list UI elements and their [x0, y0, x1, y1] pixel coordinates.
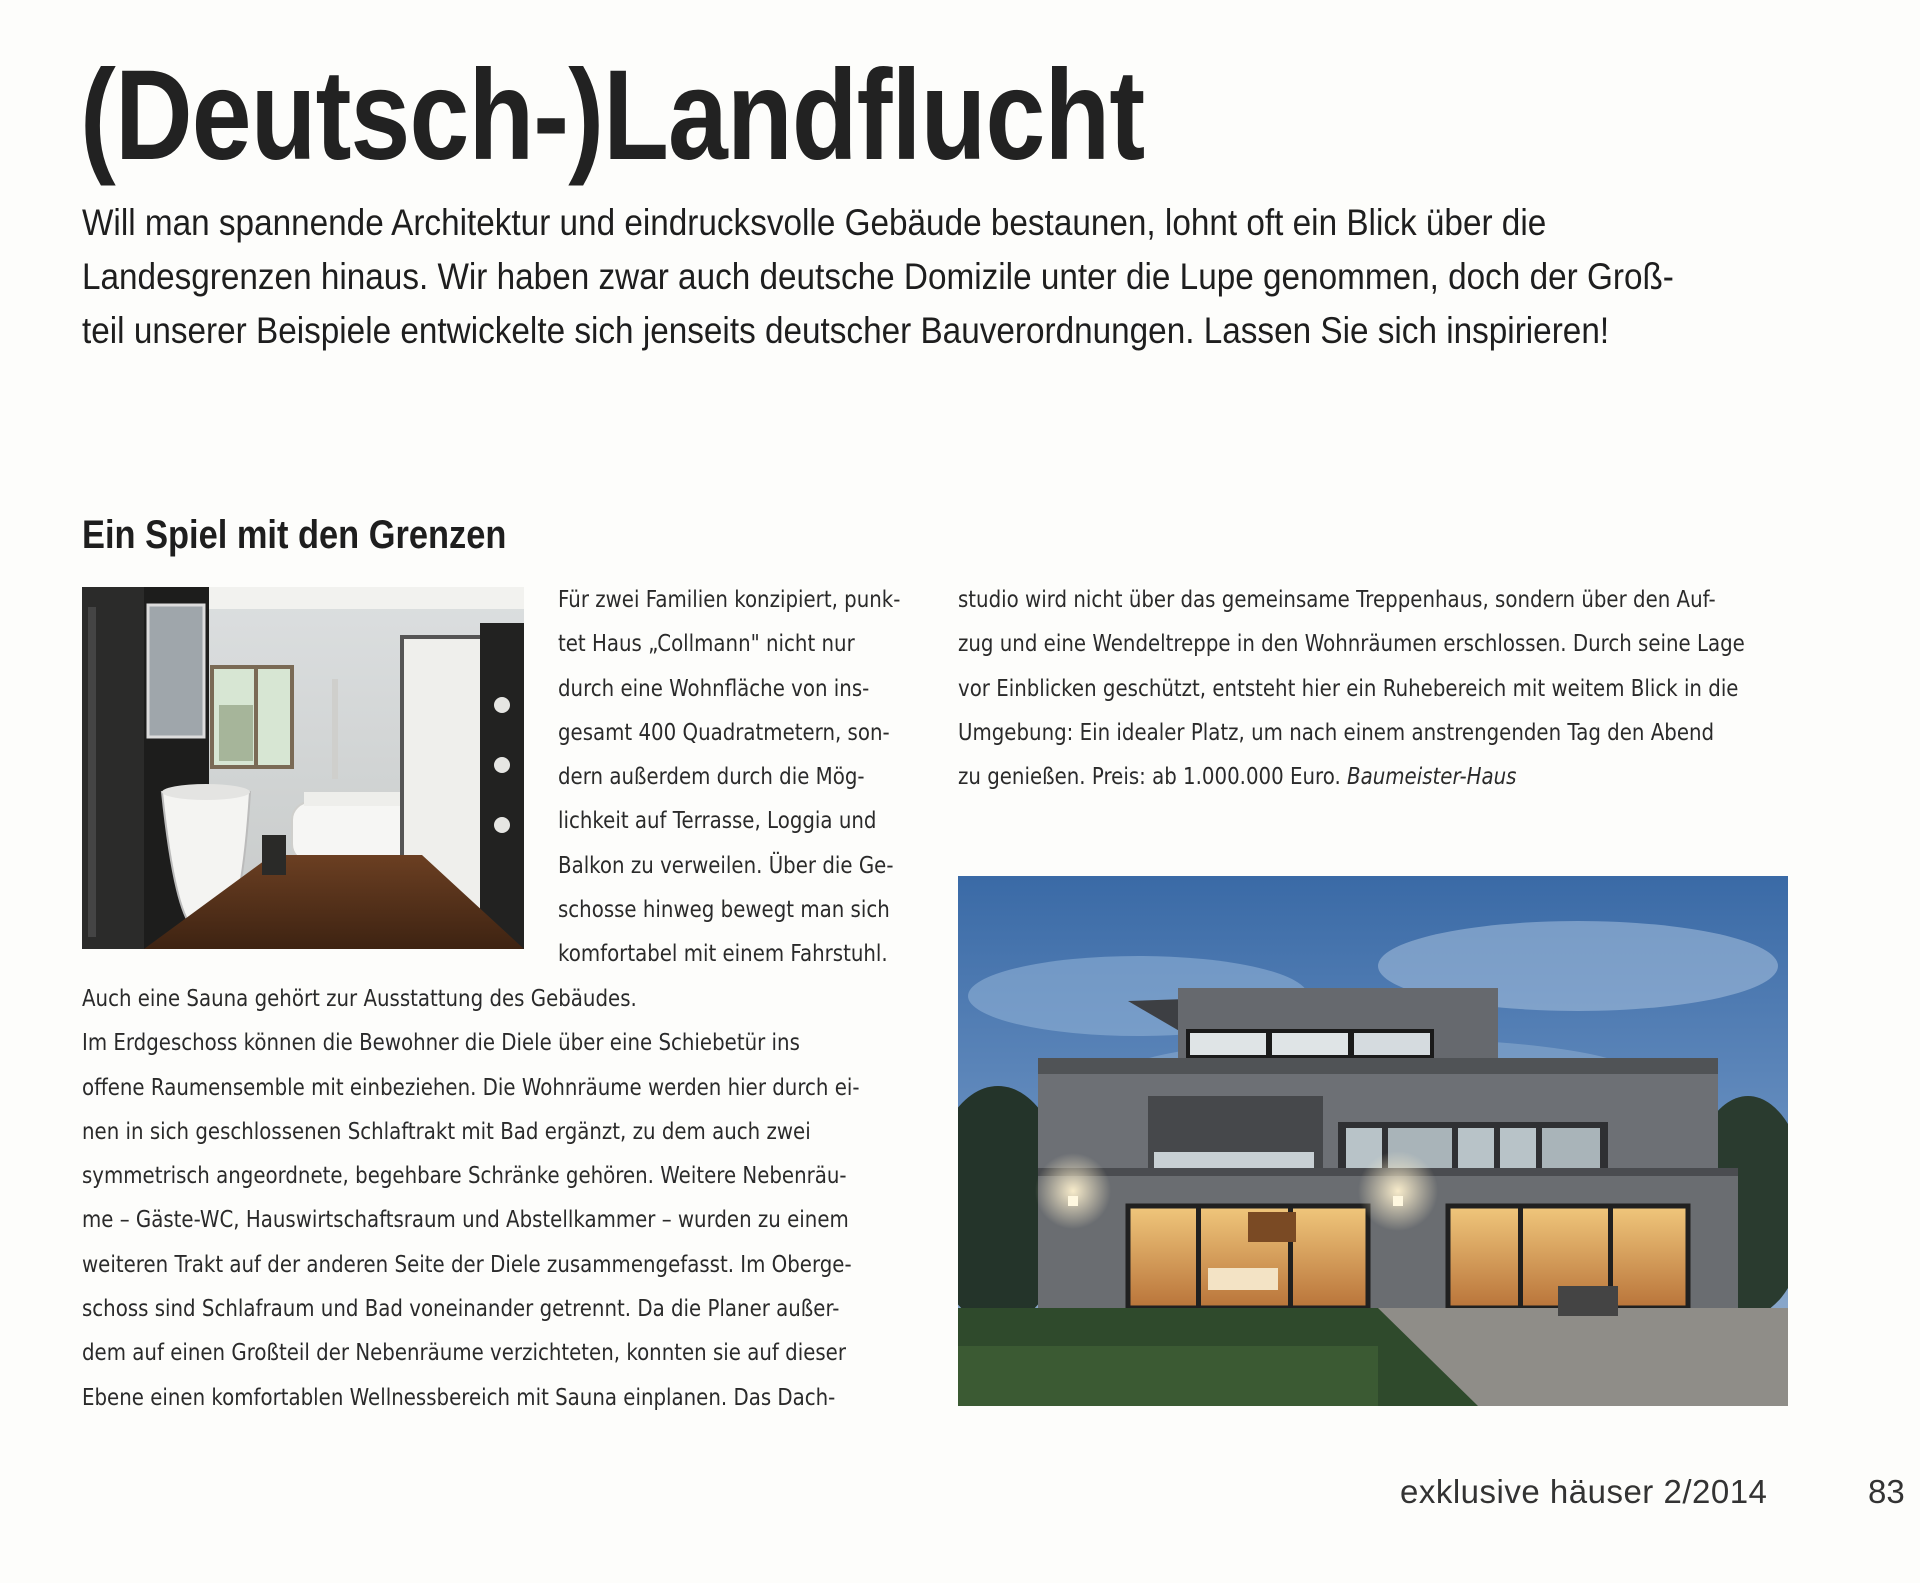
body-line: studio wird nicht über das gemeinsame Treppenhaus, sondern über den Auf-: [958, 587, 1716, 613]
body-line: nen in sich geschlossenen Schlaftrakt mit Bad ergänzt, zu dem auch zwei: [82, 1118, 811, 1145]
house-photo: [958, 876, 1788, 1406]
body-line: Im Erdgeschoss können die Bewohner die Diele über eine Schiebetür ins: [82, 1030, 800, 1057]
body-line: vor Einblicken geschützt, entsteht hier ein Ruhebereich mit weitem Blick in die: [958, 675, 1739, 702]
article-title: (Deutsch-)Landflucht: [80, 44, 1145, 187]
magazine-issue: exklusive häuser 2/2014: [1400, 1473, 1768, 1510]
bathroom-photo: [82, 587, 524, 949]
body-line: Für zwei Familien konzipiert, punk-: [558, 587, 901, 613]
section-heading: Ein Spiel mit den Grenzen: [82, 513, 507, 557]
text-column-a: [558, 578, 910, 977]
body-line: weiteren Trakt auf der anderen Seite der Diele zusammengefasst. Im Oberge-: [82, 1251, 852, 1278]
body-line: dem auf einen Großteil der Nebenräume verzichteten, konnten sie auf dieser: [82, 1340, 846, 1367]
body-line: dern außerdem durch die Mög-: [558, 764, 865, 791]
body-line: lichkeit auf Terrasse, Loggia und: [558, 808, 877, 835]
body-line: zug und eine Wendeltreppe in den Wohnräumen erschlossen. Durch seine Lage: [958, 631, 1745, 658]
body-line: Auch eine Sauna gehört zur Ausstattung des Gebäudes.: [82, 986, 637, 1012]
body-line: durch eine Wohnfläche von ins-: [558, 675, 870, 702]
intro-line: Will man spannende Architektur und eindrucksvolle Gebäude bestaunen, lohnt oft ein Blick über die: [82, 202, 1547, 243]
article-intro: [82, 196, 1674, 358]
closing-text: zu genießen. Preis: ab 1.000.000 Euro.: [958, 764, 1341, 791]
body-line: symmetrisch angeordnete, begehbare Schränke gehören. Weitere Nebenräu-: [82, 1163, 847, 1190]
text-column-c: [958, 578, 1788, 799]
intro-line: Landesgrenzen hinaus. Wir haben zwar auch deutsche Domizile unter die Lupe genommen, doch der Groß-: [82, 256, 1674, 297]
body-line: offene Raumensemble mit einbeziehen. Die Wohnräume werden hier durch ei-: [82, 1074, 860, 1101]
body-line: Ebene einen komfortablen Wellnessbereich mit Sauna einplanen. Das Dach-: [82, 1384, 836, 1411]
text-column-b: [82, 977, 912, 1420]
body-line: Umgebung: Ein idealer Platz, um nach einem anstrengenden Tag den Abend: [958, 719, 1715, 746]
body-line: tet Haus „Collmann" nicht nur: [558, 631, 855, 658]
body-line: gesamt 400 Quadratmetern, son-: [558, 719, 890, 746]
body-line-last: [958, 755, 1672, 799]
page-number: 83: [1868, 1473, 1905, 1510]
body-line: schoss sind Schlafraum und Bad voneinander getrennt. Da die Planer außer-: [82, 1296, 840, 1323]
body-line: me – Gäste-WC, Hauswirtschaftsraum und Abstellkammer – wurden zu einem: [82, 1207, 849, 1234]
body-line: komfortabel mit einem Fahrstuhl.: [558, 941, 888, 968]
body-line: schosse hinweg bewegt man sich: [558, 897, 890, 924]
intro-line: teil unserer Beispiele entwickelte sich jenseits deutscher Bauverordnungen. Lassen Sie sich inspirieren!: [82, 310, 1610, 351]
architect-credit: Baumeister-Haus: [1347, 764, 1517, 791]
body-line: Balkon zu verweilen. Über die Ge-: [558, 852, 894, 879]
